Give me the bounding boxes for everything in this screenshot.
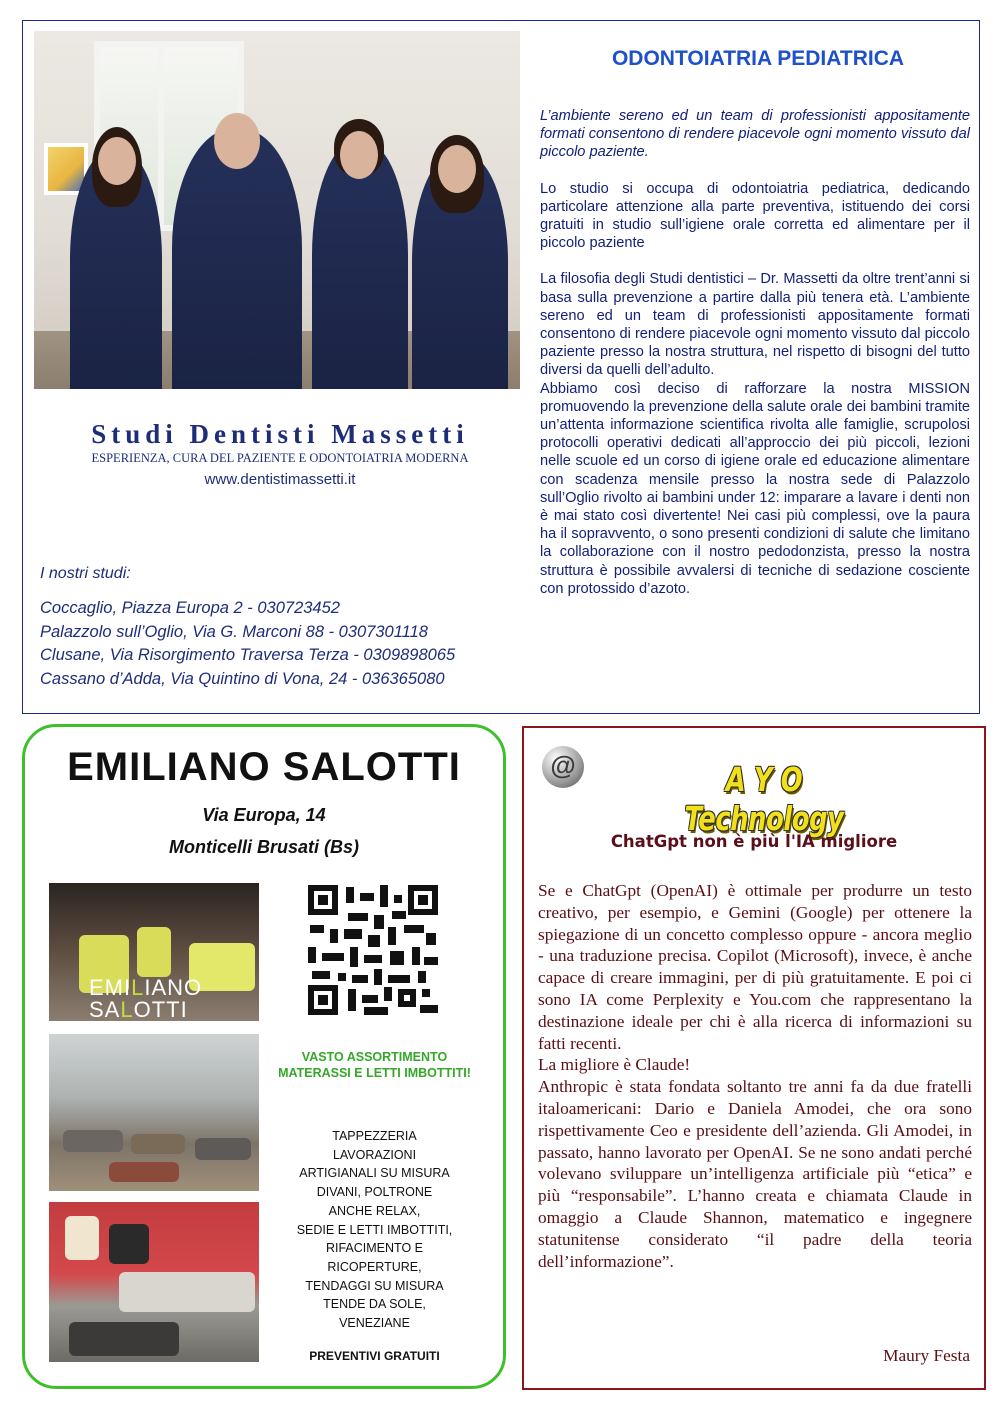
article-body [540, 107, 970, 598]
promo-text: VASTO ASSORTIMENTO MATERASSI E LETTI IMBOTTITI! [278, 1050, 471, 1080]
location-item: Coccaglio, Piazza Europa 2 - 030723452 [40, 599, 340, 617]
location-item: Clusane, Via Risorgimento Traversa Terza - 0309898065 [40, 646, 456, 664]
clinic-website-link[interactable]: www.dentistimassetti.it [204, 471, 356, 488]
article-paragraph: Abbiamo così deciso di rafforzare la nostra MISSION promuovendo la prevenzione della salute orale dei bambini tramite un’attenta informazione scientifica rivolta alle famiglie, scrupolosi protocolli operativi dedicati all’approccio dei più piccoli, lezioni nelle scuole ed un corso di igiene orale ed educazione alimentare con scadenza mensile presso la nostra sede di Palazzolo sull’Oglio rivolto ai bambini under 12: imparare a lavare i denti non è mai stato così divertente! Nei casi più complessi, ove la paura ha il sopravvento, o sono presenti condizioni di salute che limitano la collaborazione con il nostro pedodonzista, presso la nostra struttura è possibile avvalersi di tecniche di sedazione cosciente con protossido d’azoto. [540, 380, 970, 597]
dentist-advert [22, 20, 980, 714]
showroom-photo-logo [49, 883, 259, 1021]
locations-list [40, 597, 455, 691]
clinic-name: Studi Dentisti Massetti [91, 419, 469, 449]
service-item: ARTIGIANALI SU MISURA [299, 1166, 450, 1181]
staff-face [340, 131, 378, 179]
location-item: Palazzolo sull’Oglio, Via G. Marconi 88 - 0307301118 [40, 622, 428, 641]
rug-image [69, 1322, 179, 1356]
shop-logo: EMILIANO SALOTTI [89, 975, 203, 1021]
corner-sofa-image [119, 1272, 255, 1312]
service-item: SEDIE E LETTI IMBOTTITI, [296, 1222, 453, 1237]
at-sign-icon: @ [542, 746, 584, 788]
painting-image [65, 1216, 99, 1260]
location-item: Cassano d’Adda, Via Quintino di Vona, 24 - 036365080 [40, 669, 445, 688]
service-item: ANCHE RELAX, [328, 1203, 421, 1218]
services-list [277, 1127, 472, 1333]
article-title: ODONTOIATRIA PEDIATRICA [611, 47, 905, 70]
ayo-logo: A Y O Technology [684, 760, 844, 838]
service-item: LAVORAZIONI [332, 1147, 417, 1162]
painting-image [109, 1224, 149, 1264]
showroom-photo-interior [49, 1034, 259, 1191]
column-body [538, 880, 972, 1272]
service-item: VENEZIANE [339, 1316, 410, 1331]
armchair-image [137, 927, 171, 977]
service-item: DIVANI, POLTRONE [316, 1185, 433, 1200]
article-paragraph: Lo studio si occupa di odontoiatria pediatrica, dedicando particolare attenzione alla parte preventiva, istituendo dei corsi gratuiti in studio sull’igiene orale corretta ed alimentare per il piccolo paziente [540, 180, 970, 252]
service-item: TAPPEZZERIA [332, 1129, 417, 1143]
column-paragraph: Anthropic è stata fondata soltanto tre anni fa da due fratelli italoamericani: Dario e Daniela Amodei, che ora sono rispettivamente Ceo e presidente dell’azienda. Gli Amodei, in passato, hanno lavorato per OpenAI. Se ne sono andati perché volevano sviluppare un’intelligenza artificiale più “etica” e più “responsabile”. L’hanno creata e chiamata Claude in omaggio a Claude Shannon, matematico e ingegnere statunitense considerato “il padre della teoria dell’informazione”. [538, 1077, 972, 1271]
ayo-technology-column [522, 726, 986, 1390]
team-photo [34, 31, 520, 389]
column-paragraph: La migliore è Claude! [538, 1055, 691, 1075]
staff-face [98, 137, 136, 185]
service-item: RICOPERTURE, [327, 1259, 422, 1274]
qr-code-image[interactable] [308, 885, 438, 1015]
clinic-tagline: ESPERIENZA, CURA DEL PAZIENTE E ODONTOIATRIA MODERNA [91, 451, 469, 465]
author-signature: Maury Festa [883, 1346, 970, 1365]
free-quote-text: PREVENTIVI GRATUITI [309, 1349, 440, 1363]
shop-name: EMILIANO SALOTTI [67, 745, 461, 789]
sofa-image [109, 1162, 179, 1182]
service-item: TENDAGGI SU MISURA [305, 1278, 444, 1293]
article-paragraph: La filosofia degli Studi dentistici – Dr. Massetti da oltre trent’anni si basa sulla prevenzione a partire dalla più tenera età. L’ambiente sereno ed un team di professionisti appositamente formati consentono di rendere piacevole ogni momento vissuto dal piccolo paziente presso la nostra struttura, nel rispetto di bisogni del tutto diversi da quelli dell’adulto. [540, 271, 970, 379]
salotti-advert [22, 724, 506, 1389]
sofa-image [131, 1134, 185, 1154]
showroom-photo-living [49, 1202, 259, 1362]
sofa-image [63, 1130, 123, 1152]
service-item: RIFACIMENTO E [325, 1241, 423, 1256]
service-item: TENDE DA SOLE, [323, 1297, 426, 1312]
sofa-image [195, 1138, 251, 1160]
article-intro: L’ambiente sereno ed un team di professionisti appositamente formati consentono di rendere piacevole ogni momento vissuto dal piccolo paziente. [540, 108, 970, 161]
locations-heading: I nostri studi: [40, 565, 131, 582]
shop-address-city: Monticelli Brusati (Bs) [168, 837, 360, 857]
staff-face [438, 145, 476, 193]
column-paragraph: Se e ChatGpt (OpenAI) è ottimale per produrre un testo creativo, per esempio, e Gemini (Google) per ottenere la spiegazione di un concetto complesso oppure - ancora meglio - una traduzione precisa. Copilot (Microsoft), invece, è anche capace di creare immagini, per di più gratuitamente. E poi ci sono IA come Perplexity e You.com che rappresentano la destinazione ideale per chi è alla ricerca di informazioni su fatti recenti. [538, 881, 972, 1053]
shop-address-street: Via Europa, 14 [202, 805, 326, 825]
column-headline: ChatGpt non è più l'IA migliore [610, 832, 898, 851]
doctor-face [214, 113, 260, 169]
